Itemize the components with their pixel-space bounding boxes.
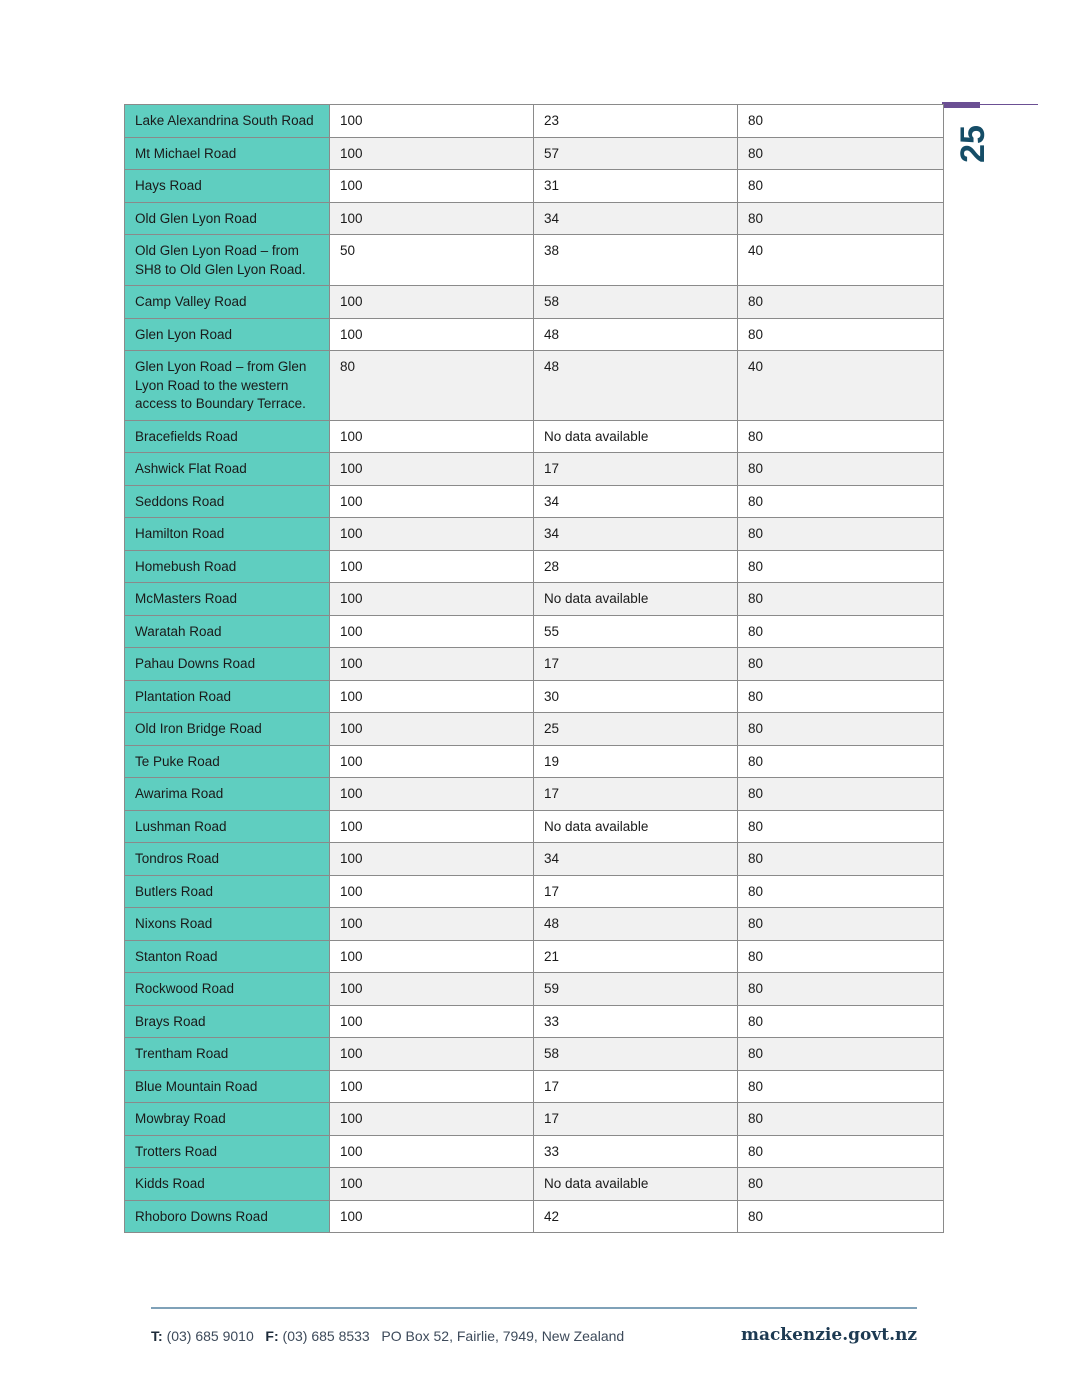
value-cell-1: 80 xyxy=(330,351,534,421)
value-cell-2: No data available xyxy=(534,1168,738,1201)
table-row xyxy=(125,485,944,518)
value-cell-1: 100 xyxy=(330,1070,534,1103)
value-cell-3: 80 xyxy=(738,105,944,138)
value-cell-1: 100 xyxy=(330,908,534,941)
value-cell-3: 80 xyxy=(738,202,944,235)
value-cell-1: 100 xyxy=(330,105,534,138)
road-name-cell: Homebush Road xyxy=(125,550,330,583)
value-cell-1: 100 xyxy=(330,615,534,648)
value-cell-3: 80 xyxy=(738,875,944,908)
value-cell-1: 100 xyxy=(330,583,534,616)
value-cell-3: 80 xyxy=(738,485,944,518)
value-cell-2: 33 xyxy=(534,1135,738,1168)
road-name-cell: Brays Road xyxy=(125,1005,330,1038)
value-cell-3: 80 xyxy=(738,843,944,876)
value-cell-2: 48 xyxy=(534,318,738,351)
value-cell-1: 100 xyxy=(330,518,534,551)
speed-limit-table xyxy=(124,104,944,1233)
table-row xyxy=(125,713,944,746)
table-row xyxy=(125,615,944,648)
value-cell-3: 40 xyxy=(738,351,944,421)
table-row xyxy=(125,973,944,1006)
value-cell-1: 100 xyxy=(330,170,534,203)
road-name-cell: Kidds Road xyxy=(125,1168,330,1201)
value-cell-3: 80 xyxy=(738,680,944,713)
road-name-cell: Glen Lyon Road – from Glen Lyon Road to the western access to Boundary Terrace. xyxy=(125,351,330,421)
table-row xyxy=(125,518,944,551)
value-cell-1: 100 xyxy=(330,420,534,453)
value-cell-2: No data available xyxy=(534,583,738,616)
value-cell-3: 80 xyxy=(738,453,944,486)
value-cell-1: 100 xyxy=(330,1135,534,1168)
value-cell-1: 100 xyxy=(330,1038,534,1071)
road-name-cell: Old Iron Bridge Road xyxy=(125,713,330,746)
value-cell-1: 100 xyxy=(330,843,534,876)
road-name-cell: Rockwood Road xyxy=(125,973,330,1006)
value-cell-1: 100 xyxy=(330,485,534,518)
table-row xyxy=(125,1135,944,1168)
road-name-cell: Old Glen Lyon Road xyxy=(125,202,330,235)
value-cell-2: 33 xyxy=(534,1005,738,1038)
value-cell-1: 100 xyxy=(330,202,534,235)
value-cell-1: 100 xyxy=(330,810,534,843)
road-name-cell: Hamilton Road xyxy=(125,518,330,551)
value-cell-3: 80 xyxy=(738,648,944,681)
value-cell-2: 57 xyxy=(534,137,738,170)
value-cell-2: 34 xyxy=(534,843,738,876)
table-row xyxy=(125,843,944,876)
table-row xyxy=(125,1070,944,1103)
value-cell-3: 80 xyxy=(738,940,944,973)
road-name-cell: Trentham Road xyxy=(125,1038,330,1071)
value-cell-1: 100 xyxy=(330,1005,534,1038)
table-row xyxy=(125,1168,944,1201)
postal-address: PO Box 52, Fairlie, 7949, New Zealand xyxy=(381,1328,625,1344)
value-cell-3: 80 xyxy=(738,713,944,746)
value-cell-1: 100 xyxy=(330,940,534,973)
value-cell-1: 100 xyxy=(330,318,534,351)
value-cell-3: 80 xyxy=(738,170,944,203)
value-cell-1: 100 xyxy=(330,713,534,746)
value-cell-3: 80 xyxy=(738,550,944,583)
road-name-cell: Mowbray Road xyxy=(125,1103,330,1136)
value-cell-1: 100 xyxy=(330,973,534,1006)
value-cell-3: 80 xyxy=(738,973,944,1006)
value-cell-1: 100 xyxy=(330,286,534,319)
value-cell-2: 58 xyxy=(534,286,738,319)
table-row xyxy=(125,1038,944,1071)
table-row xyxy=(125,778,944,811)
value-cell-2: 21 xyxy=(534,940,738,973)
table-row xyxy=(125,1103,944,1136)
road-name-cell: Ashwick Flat Road xyxy=(125,453,330,486)
road-name-cell: Old Glen Lyon Road – from SH8 to Old Glen Lyon Road. xyxy=(125,235,330,286)
table-row xyxy=(125,550,944,583)
table-row xyxy=(125,875,944,908)
table-row xyxy=(125,583,944,616)
value-cell-3: 80 xyxy=(738,583,944,616)
road-name-cell: Nixons Road xyxy=(125,908,330,941)
accent-line xyxy=(980,104,1038,105)
value-cell-1: 100 xyxy=(330,137,534,170)
footer-contact xyxy=(151,1328,624,1344)
phone-label: T: xyxy=(151,1328,163,1344)
road-name-cell: Bracefields Road xyxy=(125,420,330,453)
value-cell-2: 55 xyxy=(534,615,738,648)
accent-bar xyxy=(942,102,980,108)
value-cell-2: 31 xyxy=(534,170,738,203)
road-name-cell: Blue Mountain Road xyxy=(125,1070,330,1103)
value-cell-1: 100 xyxy=(330,778,534,811)
road-name-cell: Plantation Road xyxy=(125,680,330,713)
table-row xyxy=(125,137,944,170)
road-name-cell: Stanton Road xyxy=(125,940,330,973)
value-cell-3: 80 xyxy=(738,745,944,778)
value-cell-3: 80 xyxy=(738,778,944,811)
value-cell-2: 19 xyxy=(534,745,738,778)
road-name-cell: Awarima Road xyxy=(125,778,330,811)
road-name-cell: Butlers Road xyxy=(125,875,330,908)
value-cell-3: 80 xyxy=(738,137,944,170)
table-row xyxy=(125,1200,944,1233)
table-row xyxy=(125,202,944,235)
road-name-cell: Pahau Downs Road xyxy=(125,648,330,681)
value-cell-3: 80 xyxy=(738,318,944,351)
value-cell-2: 17 xyxy=(534,1070,738,1103)
value-cell-2: 59 xyxy=(534,973,738,1006)
value-cell-1: 100 xyxy=(330,453,534,486)
website-link[interactable]: mackenzie.govt.nz xyxy=(740,1325,917,1345)
table-row xyxy=(125,351,944,421)
value-cell-2: No data available xyxy=(534,420,738,453)
value-cell-2: 17 xyxy=(534,648,738,681)
value-cell-2: 17 xyxy=(534,1103,738,1136)
value-cell-2: 34 xyxy=(534,485,738,518)
road-name-cell: Tondros Road xyxy=(125,843,330,876)
value-cell-2: 42 xyxy=(534,1200,738,1233)
table-row xyxy=(125,745,944,778)
table-row xyxy=(125,940,944,973)
page-number-block xyxy=(942,102,1038,172)
table-row xyxy=(125,680,944,713)
value-cell-1: 50 xyxy=(330,235,534,286)
value-cell-2: 34 xyxy=(534,202,738,235)
value-cell-3: 80 xyxy=(738,1070,944,1103)
road-name-cell: Camp Valley Road xyxy=(125,286,330,319)
value-cell-3: 80 xyxy=(738,1038,944,1071)
value-cell-3: 80 xyxy=(738,810,944,843)
table-row xyxy=(125,170,944,203)
value-cell-3: 80 xyxy=(738,1135,944,1168)
value-cell-3: 40 xyxy=(738,235,944,286)
value-cell-2: 23 xyxy=(534,105,738,138)
value-cell-1: 100 xyxy=(330,648,534,681)
value-cell-2: 34 xyxy=(534,518,738,551)
road-name-cell: McMasters Road xyxy=(125,583,330,616)
value-cell-2: 17 xyxy=(534,453,738,486)
value-cell-3: 80 xyxy=(738,1005,944,1038)
value-cell-1: 100 xyxy=(330,875,534,908)
value-cell-2: 17 xyxy=(534,778,738,811)
value-cell-2: 30 xyxy=(534,680,738,713)
road-name-cell: Trotters Road xyxy=(125,1135,330,1168)
road-name-cell: Seddons Road xyxy=(125,485,330,518)
table-row xyxy=(125,810,944,843)
value-cell-1: 100 xyxy=(330,745,534,778)
value-cell-3: 80 xyxy=(738,908,944,941)
value-cell-1: 100 xyxy=(330,1168,534,1201)
value-cell-3: 80 xyxy=(738,1103,944,1136)
value-cell-2: 48 xyxy=(534,908,738,941)
value-cell-2: 38 xyxy=(534,235,738,286)
footer-divider xyxy=(151,1307,917,1309)
fax-label: F: xyxy=(265,1328,279,1344)
value-cell-2: 25 xyxy=(534,713,738,746)
road-name-cell: Rhoboro Downs Road xyxy=(125,1200,330,1233)
value-cell-3: 80 xyxy=(738,1168,944,1201)
fax-number: (03) 685 8533 xyxy=(282,1328,370,1344)
value-cell-1: 100 xyxy=(330,550,534,583)
table-row xyxy=(125,105,944,138)
road-name-cell: Lushman Road xyxy=(125,810,330,843)
value-cell-3: 80 xyxy=(738,420,944,453)
road-name-cell: Glen Lyon Road xyxy=(125,318,330,351)
road-name-cell: Lake Alexandrina South Road xyxy=(125,105,330,138)
value-cell-3: 80 xyxy=(738,615,944,648)
table-row xyxy=(125,453,944,486)
road-name-cell: Waratah Road xyxy=(125,615,330,648)
value-cell-1: 100 xyxy=(330,1103,534,1136)
value-cell-3: 80 xyxy=(738,518,944,551)
table-row xyxy=(125,318,944,351)
value-cell-2: 28 xyxy=(534,550,738,583)
table-body xyxy=(125,105,944,1233)
table-row xyxy=(125,235,944,286)
road-name-cell: Te Puke Road xyxy=(125,745,330,778)
value-cell-1: 100 xyxy=(330,680,534,713)
phone-number: (03) 685 9010 xyxy=(166,1328,254,1344)
value-cell-1: 100 xyxy=(330,1200,534,1233)
value-cell-3: 80 xyxy=(738,286,944,319)
table-row xyxy=(125,1005,944,1038)
table-row xyxy=(125,908,944,941)
page-number: 25 xyxy=(954,125,992,163)
table-row xyxy=(125,286,944,319)
value-cell-2: No data available xyxy=(534,810,738,843)
table-row xyxy=(125,648,944,681)
table-row xyxy=(125,420,944,453)
road-name-cell: Mt Michael Road xyxy=(125,137,330,170)
value-cell-3: 80 xyxy=(738,1200,944,1233)
value-cell-2: 17 xyxy=(534,875,738,908)
value-cell-2: 48 xyxy=(534,351,738,421)
value-cell-2: 58 xyxy=(534,1038,738,1071)
road-name-cell: Hays Road xyxy=(125,170,330,203)
